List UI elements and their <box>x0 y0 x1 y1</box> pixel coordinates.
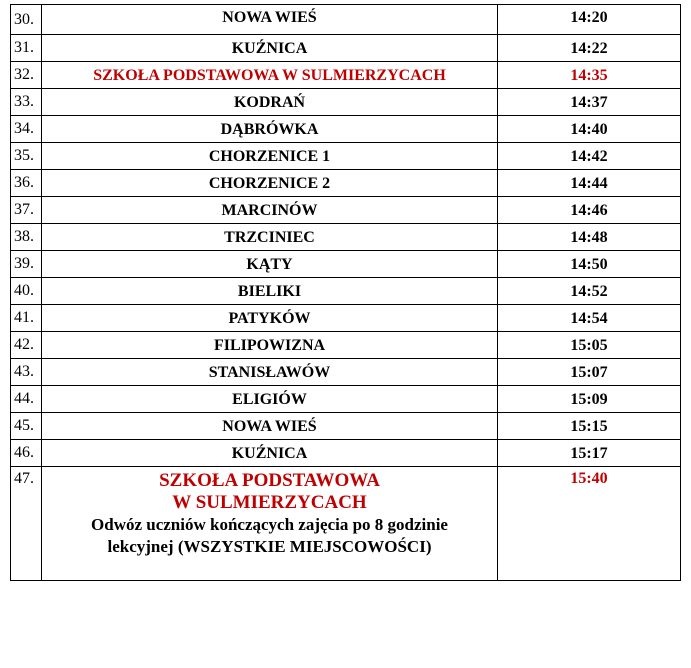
stop-number: 34. <box>11 116 42 143</box>
table-row <box>11 332 681 359</box>
table-row <box>11 305 681 332</box>
table-row <box>11 35 681 62</box>
stop-number: 42. <box>11 332 42 359</box>
stop-number: 46. <box>11 440 42 467</box>
stop-number: 40. <box>11 278 42 305</box>
stop-time: 14:50 <box>498 251 681 278</box>
table-row <box>11 251 681 278</box>
stop-number: 30. <box>11 5 42 35</box>
stop-number: 36. <box>11 170 42 197</box>
stop-name: TRZCINIEC <box>42 224 498 251</box>
table-row <box>11 5 681 35</box>
stop-name: PATYKÓW <box>42 305 498 332</box>
stop-name-title-line1: SZKOŁA PODSTAWOWA <box>159 470 380 491</box>
stop-name: DĄBRÓWKA <box>42 116 498 143</box>
table-row <box>11 278 681 305</box>
stop-number: 37. <box>11 197 42 224</box>
stop-name: ELIGIÓW <box>42 386 498 413</box>
stop-number: 38. <box>11 224 42 251</box>
stop-name: KĄTY <box>42 251 498 278</box>
stop-number: 31. <box>11 35 42 62</box>
stop-note-line2: lekcyjnej (WSZYSTKIE MIEJSCOWOŚCI) <box>107 537 432 556</box>
stop-name: KUŹNICA <box>42 35 498 62</box>
stop-time: 14:54 <box>498 305 681 332</box>
stop-time: 14:37 <box>498 89 681 116</box>
stop-name: KUŹNICA <box>42 440 498 467</box>
stop-number: 32. <box>11 62 42 89</box>
stop-time: 14:52 <box>498 278 681 305</box>
stop-name: NOWA WIEŚ <box>42 413 498 440</box>
schedule-body <box>11 5 681 581</box>
stop-time: 14:40 <box>498 116 681 143</box>
stop-time: 14:42 <box>498 143 681 170</box>
bus-schedule-table <box>10 4 681 581</box>
stop-time: 14:44 <box>498 170 681 197</box>
stop-time: 15:05 <box>498 332 681 359</box>
stop-number: 35. <box>11 143 42 170</box>
table-row <box>11 143 681 170</box>
table-row-last <box>11 467 681 581</box>
stop-time: 14:22 <box>498 35 681 62</box>
stop-time: 15:40 <box>498 467 681 581</box>
stop-name: NOWA WIEŚ <box>42 5 498 35</box>
table-row <box>11 359 681 386</box>
stop-name: FILIPOWIZNA <box>42 332 498 359</box>
table-row <box>11 62 681 89</box>
table-row <box>11 386 681 413</box>
stop-time: 15:07 <box>498 359 681 386</box>
stop-time: 15:15 <box>498 413 681 440</box>
stop-name-cell <box>42 467 498 581</box>
stop-time: 14:46 <box>498 197 681 224</box>
stop-number: 41. <box>11 305 42 332</box>
stop-name-title-line2: W SULMIERZYCACH <box>172 492 367 513</box>
table-row <box>11 170 681 197</box>
table-row <box>11 440 681 467</box>
stop-name: SZKOŁA PODSTAWOWA W SULMIERZYCACH <box>42 62 498 89</box>
stop-number: 43. <box>11 359 42 386</box>
stop-time: 14:48 <box>498 224 681 251</box>
table-row <box>11 116 681 143</box>
table-row <box>11 197 681 224</box>
stop-name: KODRAŃ <box>42 89 498 116</box>
table-row <box>11 89 681 116</box>
stop-name: BIELIKI <box>42 278 498 305</box>
table-row <box>11 413 681 440</box>
stop-name: STANISŁAWÓW <box>42 359 498 386</box>
stop-name: CHORZENICE 1 <box>42 143 498 170</box>
stop-note-line1: Odwóz uczniów kończących zajęcia po 8 godzinie <box>91 515 448 534</box>
stop-number: 47. <box>11 467 42 581</box>
stop-name: CHORZENICE 2 <box>42 170 498 197</box>
table-row <box>11 224 681 251</box>
stop-time: 14:20 <box>498 5 681 35</box>
stop-number: 45. <box>11 413 42 440</box>
stop-number: 44. <box>11 386 42 413</box>
stop-name: MARCINÓW <box>42 197 498 224</box>
stop-time: 15:17 <box>498 440 681 467</box>
stop-time: 15:09 <box>498 386 681 413</box>
stop-number: 33. <box>11 89 42 116</box>
stop-number: 39. <box>11 251 42 278</box>
stop-time: 14:35 <box>498 62 681 89</box>
